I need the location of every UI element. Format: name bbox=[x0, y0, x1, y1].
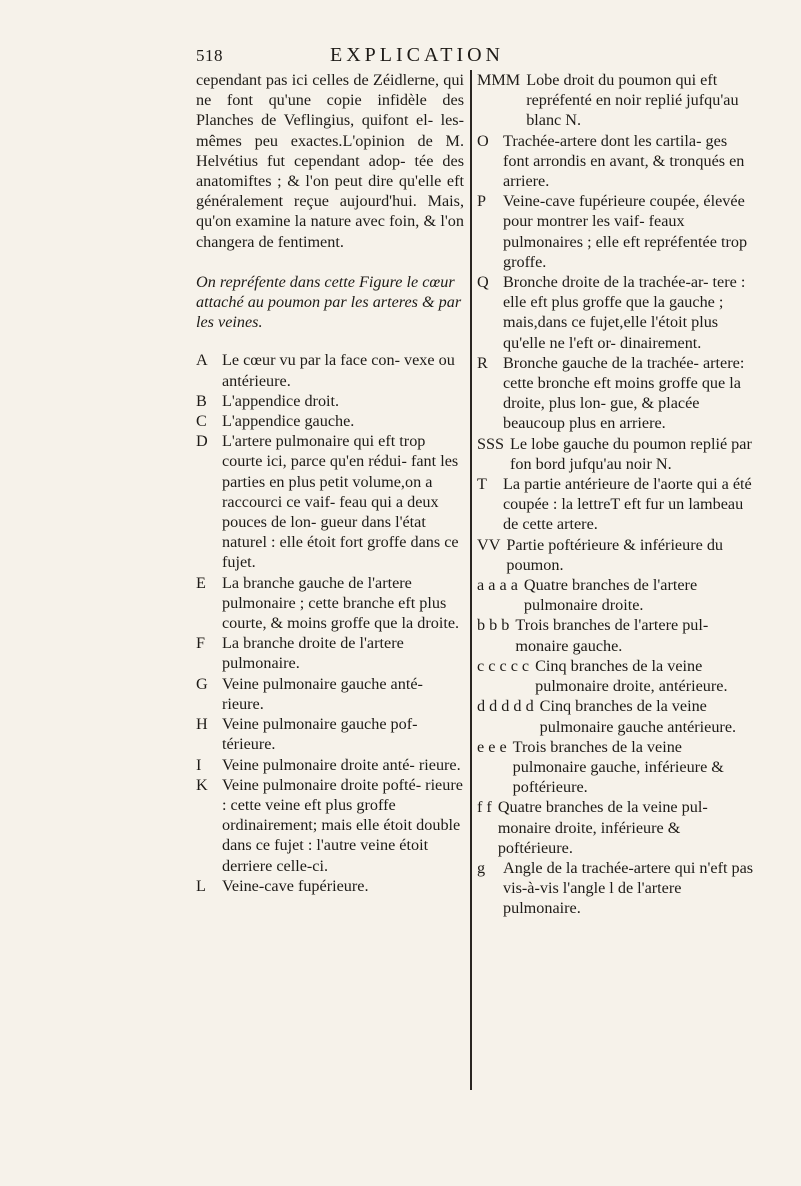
legend-key: E bbox=[196, 573, 206, 592]
legend-text: Le cœur vu par la face con- vexe ou antérieure. bbox=[222, 351, 455, 390]
legend-key: D bbox=[196, 432, 208, 451]
legend-key: MMM bbox=[477, 71, 521, 89]
legend-entry bbox=[477, 535, 755, 575]
legend-text: Trachée-artere dont les cartila- ges font arrondis en avant, & tronqués en arriere. bbox=[503, 131, 745, 191]
legend-text: Trois branches de la veine pulmonaire gauche, inférieure & poftérieure. bbox=[512, 737, 724, 797]
legend-key: f f bbox=[477, 798, 492, 817]
legend-entry bbox=[196, 714, 464, 754]
legend-text: La branche droite de l'artere pulmonaire. bbox=[222, 634, 404, 673]
legend-text: Veine pulmonaire gauche pof- térieure. bbox=[222, 715, 418, 754]
legend-entry bbox=[196, 391, 464, 411]
legend-text: L'appendice gauche. bbox=[222, 412, 355, 431]
legend-key: I bbox=[196, 755, 202, 774]
legend-text: Lobe droit du poumon qui eft repréfenté en noir replié jufqu'au blanc N. bbox=[526, 71, 739, 130]
legend-text: Veine pulmonaire droite anté- rieure. bbox=[222, 755, 461, 774]
legend-key: a a a a bbox=[477, 576, 518, 595]
legend-entry bbox=[196, 431, 464, 572]
legend-text: Quatre branches de la veine pul- monaire droite, inférieure & poftérieure. bbox=[497, 798, 708, 857]
legend-key: O bbox=[477, 131, 489, 150]
legend-key: SSS bbox=[477, 434, 505, 453]
legend-text: L'artere pulmonaire qui eft trop courte ici, parce qu'en rédui- fant les parties en plus petit volume,on a raccourci ce vaif- feau qui a deux pouces de lon- gueur dans l'état naturel : elle étoit fort groffe dans ce fujet. bbox=[222, 432, 459, 572]
legend-entry bbox=[196, 775, 464, 876]
legend-entry bbox=[477, 696, 755, 736]
legend-entry bbox=[196, 674, 464, 714]
legend-text: Le lobe gauche du poumon replié par fon bord jufqu'au noir N. bbox=[510, 434, 752, 473]
legend-text: Bronche droite de la trachée-ar- tere : elle eft plus groffe que la gauche ; mais,dans ce fujet,elle l'étoit plus qu'elle ne l'eft or- dinairement. bbox=[503, 273, 746, 352]
legend-key: g bbox=[477, 858, 486, 877]
legend-entry bbox=[196, 573, 464, 634]
legend-entry bbox=[477, 737, 755, 798]
legend-key: K bbox=[196, 775, 208, 794]
intro-paragraph: cependant pas ici celles de Zéidlerne, qui ne font qu'une copie infidèle des Planches de Veflingius, quifont el- les-mêmes peu exactes.L'opinion de M. Helvétius fut cependant adop- tée des anatomiftes ; & l'on peut dire qu'elle eft généralement reçue aujourd'hui. Mais, qu'on examine la nature avec foin, & l'on changera de fentiment. bbox=[196, 71, 464, 251]
column-divider bbox=[470, 70, 472, 1090]
legend-entry bbox=[477, 272, 755, 353]
legend-key: C bbox=[196, 412, 207, 431]
legend-key: A bbox=[196, 351, 208, 370]
legend-entry bbox=[477, 858, 755, 919]
legend-entry bbox=[196, 755, 464, 775]
legend-text: Veine-cave fupérieure. bbox=[222, 876, 369, 895]
legend-text: Angle de la trachée-artere qui n'eft pas vis-à-vis l'angle l de l'artere pulmonaire. bbox=[503, 858, 754, 918]
legend-entry bbox=[477, 615, 755, 655]
legend-entry bbox=[196, 411, 464, 431]
left-column bbox=[196, 70, 464, 896]
legend-key: Q bbox=[477, 273, 489, 292]
legend-entry bbox=[477, 656, 755, 696]
legend-entry bbox=[477, 131, 755, 192]
legend-entry bbox=[196, 633, 464, 673]
legend-key: G bbox=[196, 674, 208, 693]
legend-entry bbox=[477, 434, 755, 474]
legend-text: Cinq branches de la veine pulmonaire droite, antérieure. bbox=[535, 656, 728, 696]
legend-entry bbox=[477, 191, 755, 272]
right-column bbox=[477, 70, 755, 919]
running-head: EXPLICATION bbox=[330, 44, 504, 66]
legend-entry bbox=[477, 575, 755, 615]
legend-key: B bbox=[196, 391, 207, 410]
legend-text: L'appendice droit. bbox=[222, 391, 340, 410]
legend-text: Quatre branches de l'artere pulmonaire droite. bbox=[523, 576, 698, 615]
legend-text: Bronche gauche de la trachée- artere: cette bronche eft moins groffe que la droite, plus lon- gue, & placée beaucoup plus en arriere. bbox=[503, 353, 745, 433]
legend-text: Veine pulmonaire gauche anté- rieure. bbox=[222, 674, 423, 713]
legend-key: H bbox=[196, 715, 208, 734]
legend-entry bbox=[477, 353, 755, 434]
legend-entry bbox=[477, 70, 755, 131]
legend-text: Veine-cave fupérieure coupée, élevée pour montrer les vaif- feaux pulmonaires ; elle eft repréfentée trop groffe. bbox=[503, 192, 748, 271]
legend-key: b b b bbox=[477, 616, 510, 635]
legend-text: La branche gauche de l'artere pulmonaire ; cette branche eft plus courte, & moins groffe que la droite. bbox=[222, 573, 460, 633]
legend-key: R bbox=[477, 353, 488, 372]
legend-text: Veine pulmonaire droite pofté- rieure : cette veine eft plus groffe ordinairement; mais elle étoit double dans ce fujet : l'autre veine étoit derriere celle-ci. bbox=[222, 775, 463, 875]
legend-key: F bbox=[196, 634, 206, 653]
legend-text: Trois branches de l'artere pul- monaire gauche. bbox=[515, 616, 709, 655]
figure-caption: On repréfente dans cette Figure le cœur attaché au poumon par les arteres & par les veines. bbox=[196, 272, 462, 332]
legend-key: P bbox=[477, 192, 487, 211]
legend-entry bbox=[196, 350, 464, 390]
legend-key: c c c c c bbox=[477, 656, 530, 675]
legend-list-left bbox=[196, 350, 464, 895]
legend-entry bbox=[477, 797, 755, 858]
legend-key: T bbox=[477, 475, 487, 494]
legend-text: Partie poftérieure & inférieure du poumon. bbox=[506, 535, 724, 574]
legend-key: VV bbox=[477, 535, 501, 554]
legend-entry bbox=[196, 876, 464, 896]
legend-entry bbox=[477, 474, 755, 535]
legend-key: e e e bbox=[477, 737, 507, 756]
legend-text: La partie antérieure de l'aorte qui a été coupée : la lettreT eft fur un lambeau de cette artere. bbox=[503, 475, 752, 534]
legend-list-right bbox=[477, 70, 755, 919]
legend-text: Cinq branches de la veine pulmonaire gauche antérieure. bbox=[539, 697, 737, 736]
legend-key: d d d d d bbox=[477, 697, 534, 716]
page-number: 518 bbox=[196, 46, 223, 65]
legend-key: L bbox=[196, 876, 206, 895]
